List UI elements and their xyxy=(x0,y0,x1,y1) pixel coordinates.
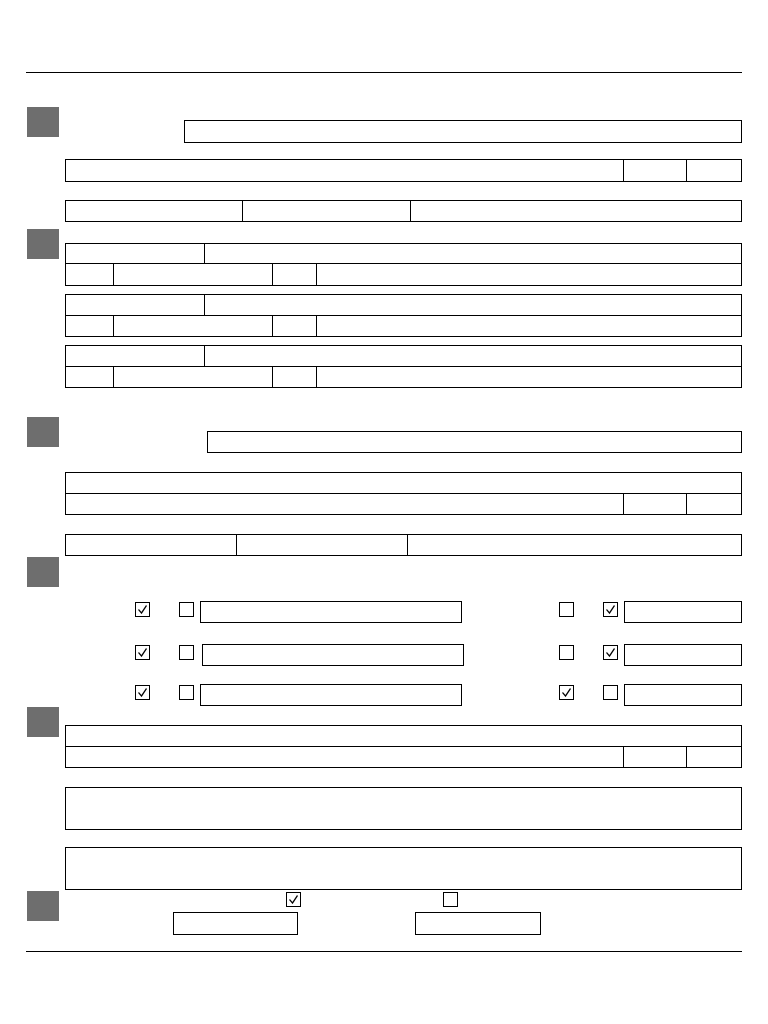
section-4-row3-field-left[interactable] xyxy=(200,684,462,706)
section-3-field-4[interactable] xyxy=(623,493,687,515)
section-1-field-5[interactable] xyxy=(65,200,243,222)
section-1-input-5[interactable] xyxy=(66,201,242,221)
section-2-block-3-field-2[interactable] xyxy=(204,345,742,367)
section-2-block-1-field-2[interactable] xyxy=(204,243,742,264)
checkbox-4-row2-d[interactable] xyxy=(603,645,618,660)
section-5-field-2[interactable] xyxy=(65,746,624,768)
top-rule xyxy=(26,72,742,73)
checkbox-4-row2-a[interactable] xyxy=(135,645,150,660)
section-2-block-1-input-5[interactable] xyxy=(273,264,316,285)
checkbox-6-a[interactable] xyxy=(286,892,301,907)
section-1-input-1[interactable] xyxy=(185,121,741,142)
section-2-block-3-field-6[interactable] xyxy=(316,366,742,388)
checkbox-4-row1-a[interactable] xyxy=(135,602,150,617)
section-1-input-2[interactable] xyxy=(66,160,623,181)
section-2-block-1-field-1[interactable] xyxy=(65,243,205,264)
section-4-row2-input-right[interactable] xyxy=(625,645,741,665)
section-2-block-3-field-1[interactable] xyxy=(65,345,205,367)
section-1-input-7[interactable] xyxy=(411,201,741,221)
checkbox-4-row3-d[interactable] xyxy=(603,685,618,700)
section-3-field-8[interactable] xyxy=(407,534,742,556)
section-6-field-left[interactable] xyxy=(173,912,298,935)
checkmark-icon xyxy=(605,647,616,658)
section-5-field-1[interactable] xyxy=(65,725,742,747)
section-2-block-3-input-5[interactable] xyxy=(273,367,316,387)
section-2-block-2-input-3[interactable] xyxy=(66,316,113,336)
section-2-block-1-field-6[interactable] xyxy=(316,263,742,286)
section-6-input-left[interactable] xyxy=(174,913,297,934)
checkmark-icon xyxy=(137,687,148,698)
section-6-input-right[interactable] xyxy=(416,913,540,934)
section-2-block-1-field-4[interactable] xyxy=(113,263,273,286)
section-2-block-1-input-4[interactable] xyxy=(114,264,272,285)
section-3-input-3[interactable] xyxy=(66,494,623,514)
section-3-field-3[interactable] xyxy=(65,493,624,515)
section-3-input-7[interactable] xyxy=(237,535,407,555)
section-4-row3-input-left[interactable] xyxy=(201,685,461,705)
section-4-row3-input-right[interactable] xyxy=(625,685,741,705)
checkbox-4-row3-c[interactable] xyxy=(559,685,574,700)
section-1-input-4[interactable] xyxy=(687,160,741,181)
section-5-input-2[interactable] xyxy=(66,747,623,767)
checkbox-4-row1-d[interactable] xyxy=(603,602,618,617)
section-2-block-3-field-4[interactable] xyxy=(113,366,273,388)
section-1-field-7[interactable] xyxy=(410,200,742,222)
section-5-input-4[interactable] xyxy=(687,747,741,767)
section-5-textarea-2[interactable] xyxy=(65,847,742,890)
section-1-input-3[interactable] xyxy=(624,160,686,181)
section-3-field-6[interactable] xyxy=(65,534,237,556)
section-2-block-2-field-3[interactable] xyxy=(65,315,114,337)
section-2-block-3-field-5[interactable] xyxy=(272,366,317,388)
section-2-block-3-input-6[interactable] xyxy=(317,367,741,387)
checkbox-4-row3-b[interactable] xyxy=(179,685,194,700)
checkmark-icon xyxy=(137,647,148,658)
section-2-block-3-field-3[interactable] xyxy=(65,366,114,388)
section-3-field-2[interactable] xyxy=(65,472,742,494)
section-2-block-1-input-3[interactable] xyxy=(66,264,113,285)
section-2-block-2-input-6[interactable] xyxy=(317,316,741,336)
section-3-input-5[interactable] xyxy=(687,494,741,514)
section-3-field-7[interactable] xyxy=(236,534,408,556)
section-2-block-2-input-1[interactable] xyxy=(66,295,204,315)
section-3-input-8[interactable] xyxy=(408,535,741,555)
section-1-field-4[interactable] xyxy=(686,159,742,182)
section-3-input-2[interactable] xyxy=(66,473,741,493)
section-2-block-2-field-6[interactable] xyxy=(316,315,742,337)
checkmark-icon xyxy=(137,604,148,615)
checkmark-icon xyxy=(288,894,299,905)
section-4-row1-input-right[interactable] xyxy=(625,602,741,622)
section-2-block-1-input-1[interactable] xyxy=(66,244,204,263)
section-3-input-4[interactable] xyxy=(624,494,686,514)
section-6-marker xyxy=(27,891,59,921)
section-4-row1-field-right[interactable] xyxy=(624,601,742,623)
section-2-block-1-field-3[interactable] xyxy=(65,263,114,286)
section-2-block-2-input-5[interactable] xyxy=(273,316,316,336)
checkbox-4-row1-b[interactable] xyxy=(179,602,194,617)
section-2-marker xyxy=(27,229,59,259)
section-2-block-2-field-2[interactable] xyxy=(204,294,742,316)
checkbox-4-row1-c[interactable] xyxy=(559,602,574,617)
section-1-field-1[interactable] xyxy=(184,120,742,143)
section-2-block-2-input-4[interactable] xyxy=(114,316,272,336)
section-3-marker xyxy=(27,417,59,447)
section-5-marker xyxy=(27,707,59,737)
section-4-row1-field-left[interactable] xyxy=(200,601,462,623)
checkbox-4-row2-b[interactable] xyxy=(179,645,194,660)
section-3-field-5[interactable] xyxy=(686,493,742,515)
checkbox-4-row2-c[interactable] xyxy=(559,645,574,660)
section-1-input-6[interactable] xyxy=(243,201,410,221)
section-5-input-3[interactable] xyxy=(624,747,686,767)
checkmark-icon xyxy=(561,687,572,698)
section-3-field-1[interactable] xyxy=(207,431,742,453)
checkbox-6-b[interactable] xyxy=(443,892,458,907)
section-5-textarea-1[interactable] xyxy=(65,787,742,830)
section-2-block-3-input-4[interactable] xyxy=(114,367,272,387)
section-2-block-3-input-3[interactable] xyxy=(66,367,113,387)
section-2-block-2-input-2[interactable] xyxy=(205,295,741,315)
section-2-block-2-field-5[interactable] xyxy=(272,315,317,337)
section-4-marker xyxy=(27,557,59,587)
section-5-input-1[interactable] xyxy=(66,726,741,746)
section-2-block-1-input-2[interactable] xyxy=(205,244,741,263)
section-1-field-2[interactable] xyxy=(65,159,624,182)
section-3-input-1[interactable] xyxy=(208,432,741,452)
section-5-field-4[interactable] xyxy=(686,746,742,768)
section-2-block-1-input-6[interactable] xyxy=(317,264,741,285)
section-4-row2-input-left[interactable] xyxy=(203,645,463,665)
section-4-row2-field-left[interactable] xyxy=(202,644,464,666)
section-6-field-right[interactable] xyxy=(415,912,541,935)
section-4-row2-field-right[interactable] xyxy=(624,644,742,666)
section-2-block-1-field-5[interactable] xyxy=(272,263,317,286)
section-4-row3-field-right[interactable] xyxy=(624,684,742,706)
section-4-row1-input-left[interactable] xyxy=(201,602,461,622)
section-3-input-6[interactable] xyxy=(66,535,236,555)
section-2-block-3-input-2[interactable] xyxy=(205,346,741,366)
bottom-rule xyxy=(26,951,742,952)
checkbox-4-row3-a[interactable] xyxy=(135,685,150,700)
section-2-block-2-field-1[interactable] xyxy=(65,294,205,316)
section-1-marker xyxy=(27,107,59,137)
section-2-block-2-field-4[interactable] xyxy=(113,315,273,337)
section-1-field-3[interactable] xyxy=(623,159,687,182)
section-5-field-3[interactable] xyxy=(623,746,687,768)
section-1-field-6[interactable] xyxy=(242,200,411,222)
checkmark-icon xyxy=(605,604,616,615)
section-2-block-3-input-1[interactable] xyxy=(66,346,204,366)
